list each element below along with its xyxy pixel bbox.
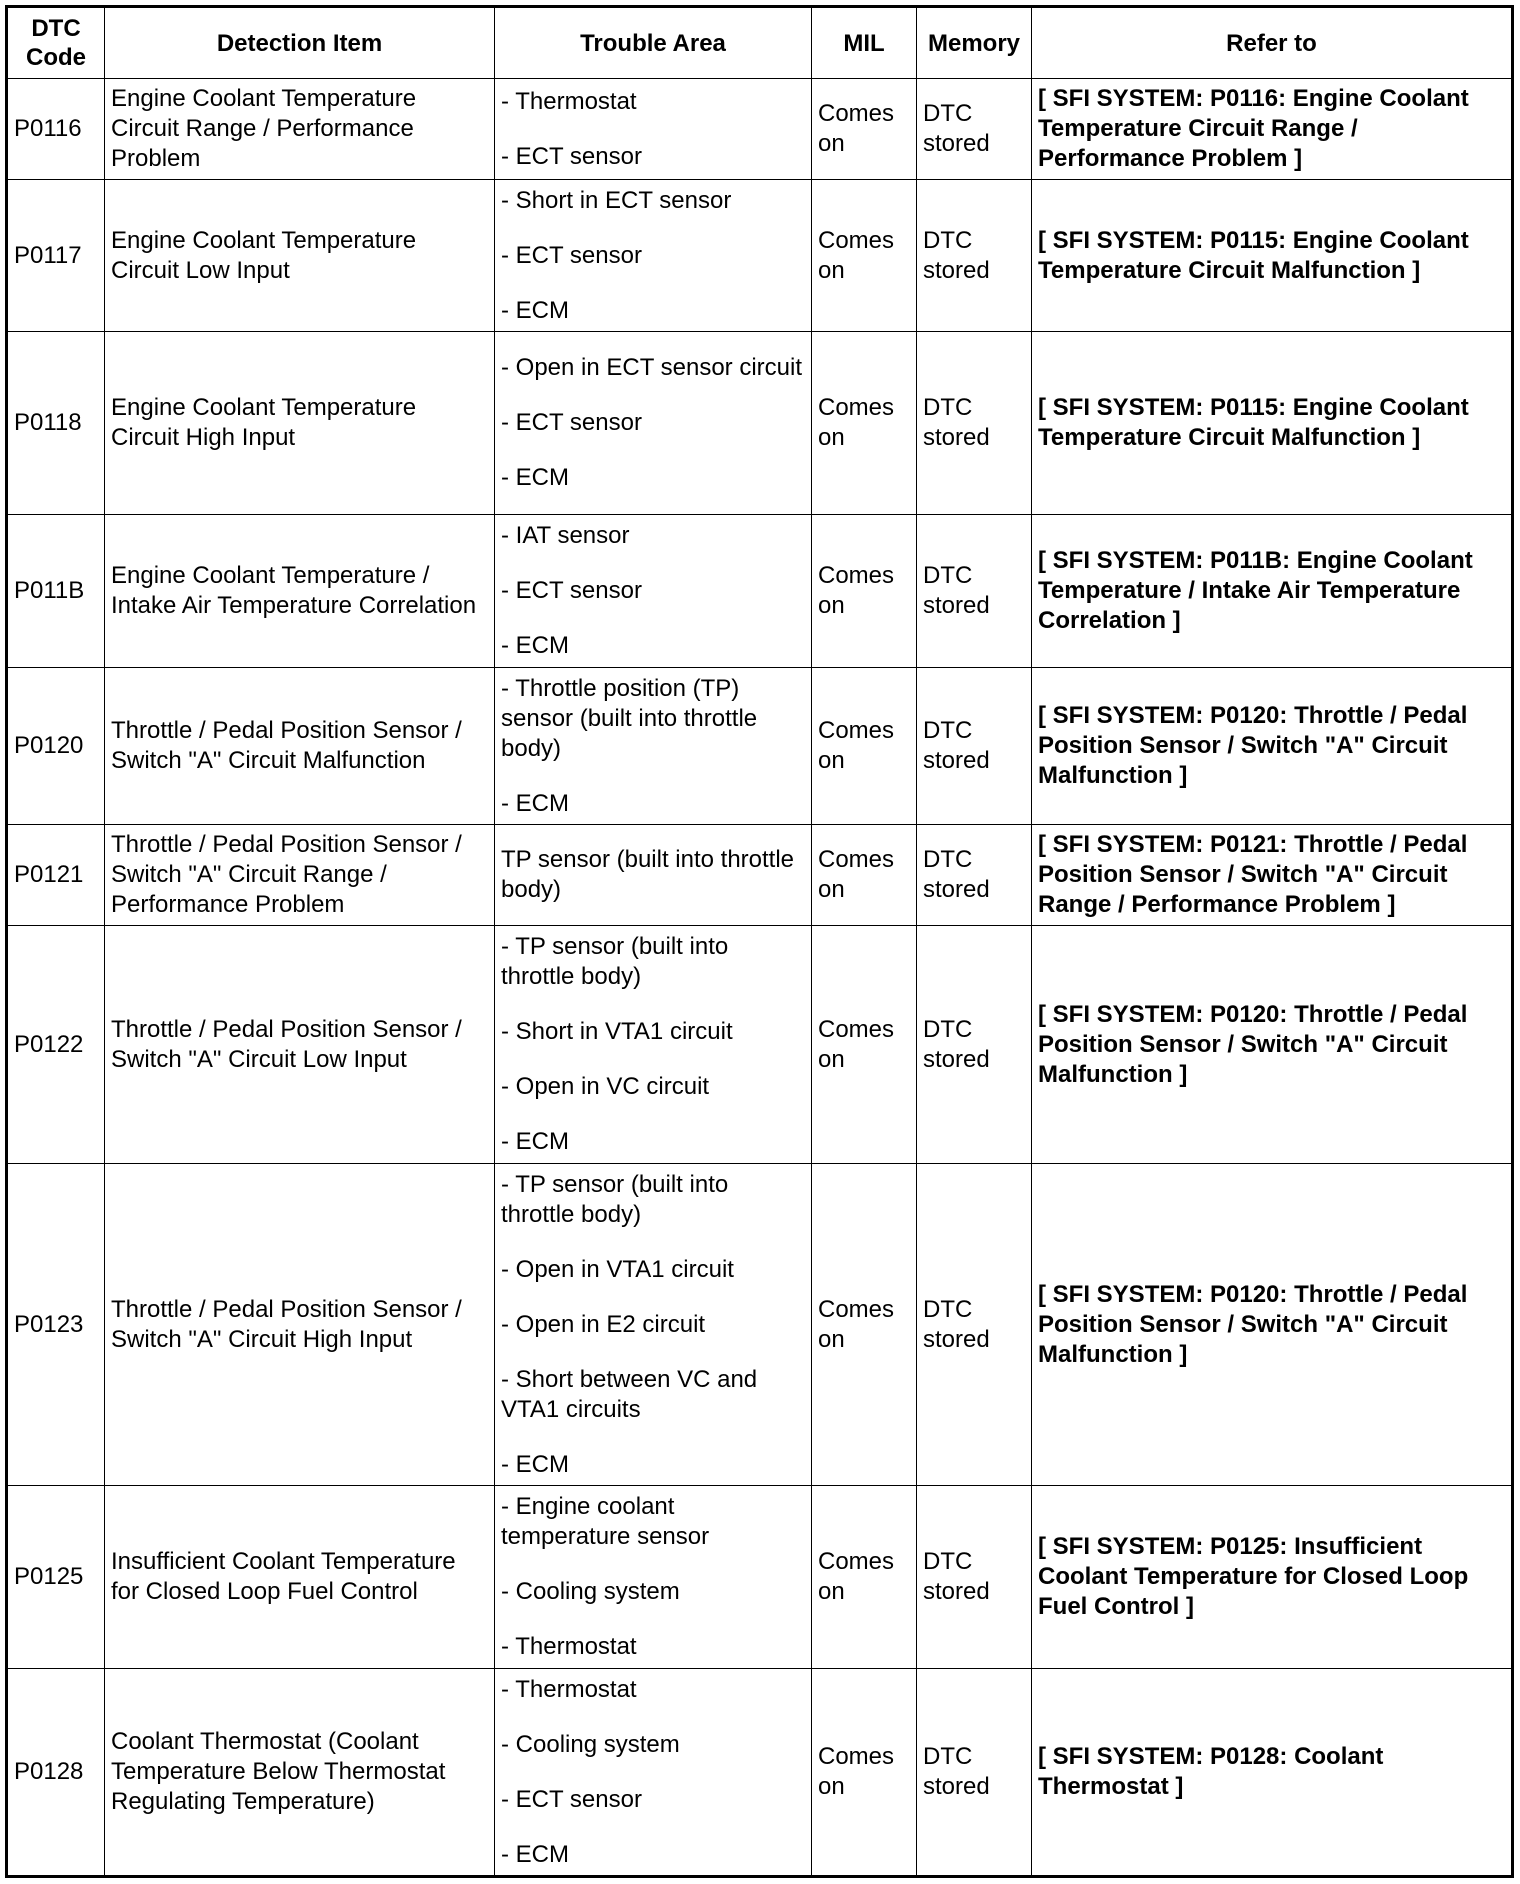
trouble-area-item: - ECT sensor [501, 142, 642, 170]
mil-cell: Comes on [812, 1486, 917, 1669]
trouble-area-item: - ECT sensor [501, 241, 642, 269]
memory-cell: DTC stored [917, 1669, 1032, 1877]
mil-cell: Comes on [812, 926, 917, 1164]
header-detection-item: Detection Item [105, 7, 495, 79]
trouble-area-cell [495, 515, 812, 668]
refer-to-cell: [ SFI SYSTEM: P0120: Throttle / Pedal Position Sensor / Switch "A" Circuit Malfunction ] [1032, 1164, 1513, 1486]
trouble-area-item: - ECT sensor [501, 577, 642, 604]
mil-cell: Comes on [812, 332, 917, 515]
trouble-area-cell [495, 1164, 812, 1486]
header-memory: Memory [917, 7, 1032, 79]
refer-to-cell: [ SFI SYSTEM: P011B: Engine Coolant Temperature / Intake Air Temperature Correlation ] [1032, 515, 1513, 668]
mil-cell: Comes on [812, 79, 917, 180]
dtc-code-cell: P0118 [7, 332, 105, 515]
trouble-area-cell [495, 1486, 812, 1669]
trouble-area-item: - Thermostat [501, 1633, 637, 1660]
dtc-code-cell: P0125 [7, 1486, 105, 1669]
detection-item-cell: Throttle / Pedal Position Sensor / Switch "A" Circuit Malfunction [105, 668, 495, 825]
trouble-area-item: - Short in ECT sensor [501, 186, 732, 214]
trouble-area-item: - ECM [501, 789, 569, 817]
refer-to-cell: [ SFI SYSTEM: P0128: Coolant Thermostat ] [1032, 1669, 1513, 1877]
trouble-area-item: - Open in VTA1 circuit [501, 1255, 734, 1283]
memory-cell: DTC stored [917, 926, 1032, 1164]
header-mil: MIL [812, 7, 917, 79]
detection-item-cell: Throttle / Pedal Position Sensor / Switch "A" Circuit Low Input [105, 926, 495, 1164]
trouble-area-cell [495, 825, 812, 926]
trouble-area-item: - Short in VTA1 circuit [501, 1018, 733, 1045]
table-row [7, 332, 1513, 515]
trouble-area-item: - ECM [501, 1450, 569, 1478]
dtc-code-cell: P011B [7, 515, 105, 668]
dtc-code-cell: P0116 [7, 79, 105, 180]
trouble-area-item: - ECM [501, 632, 569, 659]
memory-cell: DTC stored [917, 180, 1032, 332]
trouble-area-item: - ECM [501, 1128, 569, 1155]
detection-item-cell: Throttle / Pedal Position Sensor / Switch "A" Circuit Range / Performance Problem [105, 825, 495, 926]
memory-cell: DTC stored [917, 79, 1032, 180]
detection-item-cell: Engine Coolant Temperature Circuit High Input [105, 332, 495, 515]
trouble-area-item: - Cooling system [501, 1578, 680, 1605]
mil-cell: Comes on [812, 515, 917, 668]
dtc-code-cell: P0117 [7, 180, 105, 332]
header-refer-to: Refer to [1032, 7, 1513, 79]
trouble-area-item: - ECM [501, 296, 569, 324]
refer-to-cell: [ SFI SYSTEM: P0116: Engine Coolant Temperature Circuit Range / Performance Problem ] [1032, 79, 1513, 180]
refer-to-cell: [ SFI SYSTEM: P0115: Engine Coolant Temperature Circuit Malfunction ] [1032, 332, 1513, 515]
table-row [7, 1669, 1513, 1877]
table-row [7, 926, 1513, 1164]
trouble-area-item: - ECM [501, 464, 569, 491]
refer-to-cell: [ SFI SYSTEM: P0120: Throttle / Pedal Position Sensor / Switch "A" Circuit Malfunction ] [1032, 926, 1513, 1164]
detection-item-cell: Engine Coolant Temperature / Intake Air Temperature Correlation [105, 515, 495, 668]
table-row [7, 79, 1513, 180]
table-row [7, 1164, 1513, 1486]
trouble-area-item: - Open in VC circuit [501, 1073, 710, 1100]
table-row [7, 825, 1513, 926]
detection-item-cell: Throttle / Pedal Position Sensor / Switch "A" Circuit High Input [105, 1164, 495, 1486]
detection-item-cell: Engine Coolant Temperature Circuit Range / Performance Problem [105, 79, 495, 180]
dtc-code-cell: P0121 [7, 825, 105, 926]
trouble-area-cell [495, 79, 812, 180]
header-dtc-code: DTC Code [7, 7, 105, 79]
table-header [7, 7, 1513, 79]
mil-cell: Comes on [812, 1164, 917, 1486]
table-row [7, 180, 1513, 332]
trouble-area-item: - ECM [501, 1840, 569, 1868]
memory-cell: DTC stored [917, 1486, 1032, 1669]
table-row [7, 668, 1513, 825]
refer-to-cell: [ SFI SYSTEM: P0120: Throttle / Pedal Position Sensor / Switch "A" Circuit Malfunction ] [1032, 668, 1513, 825]
trouble-area-cell [495, 180, 812, 332]
refer-to-cell: [ SFI SYSTEM: P0121: Throttle / Pedal Position Sensor / Switch "A" Circuit Range / Performance Problem ] [1032, 825, 1513, 926]
dtc-code-cell: P0120 [7, 668, 105, 825]
trouble-area-cell [495, 1669, 812, 1877]
detection-item-cell: Engine Coolant Temperature Circuit Low Input [105, 180, 495, 332]
trouble-area-item: - Thermostat [501, 1675, 637, 1703]
trouble-area-item: - ECT sensor [501, 409, 642, 436]
trouble-area-item: - Throttle position (TP) sensor (built into throttle body) [501, 674, 758, 762]
memory-cell: DTC stored [917, 332, 1032, 515]
table-row [7, 1486, 1513, 1669]
trouble-area-item: - ECT sensor [501, 1785, 642, 1813]
memory-cell: DTC stored [917, 515, 1032, 668]
detection-item-cell: Insufficient Coolant Temperature for Closed Loop Fuel Control [105, 1486, 495, 1669]
table-row [7, 515, 1513, 668]
trouble-area-cell [495, 332, 812, 515]
trouble-area-item: - TP sensor (built into throttle body) [501, 933, 729, 990]
dtc-code-cell: P0128 [7, 1669, 105, 1877]
memory-cell: DTC stored [917, 668, 1032, 825]
trouble-area-item: TP sensor (built into throttle body) [501, 846, 795, 903]
trouble-area-item: - IAT sensor [501, 522, 630, 549]
memory-cell: DTC stored [917, 1164, 1032, 1486]
refer-to-cell: [ SFI SYSTEM: P0125: Insufficient Coolant Temperature for Closed Loop Fuel Control ] [1032, 1486, 1513, 1669]
mil-cell: Comes on [812, 825, 917, 926]
detection-item-cell: Coolant Thermostat (Coolant Temperature Below Thermostat Regulating Temperature) [105, 1669, 495, 1877]
dtc-code-cell: P0122 [7, 926, 105, 1164]
trouble-area-item: - Short between VC and VTA1 circuits [501, 1365, 758, 1423]
mil-cell: Comes on [812, 180, 917, 332]
trouble-area-cell [495, 926, 812, 1164]
trouble-area-cell [495, 668, 812, 825]
trouble-area-item: - Open in E2 circuit [501, 1310, 706, 1338]
memory-cell: DTC stored [917, 825, 1032, 926]
dtc-table [5, 5, 1514, 1878]
mil-cell: Comes on [812, 1669, 917, 1877]
refer-to-cell: [ SFI SYSTEM: P0115: Engine Coolant Temperature Circuit Malfunction ] [1032, 180, 1513, 332]
header-row [7, 7, 1513, 79]
trouble-area-item: - Cooling system [501, 1730, 680, 1758]
dtc-code-cell: P0123 [7, 1164, 105, 1486]
trouble-area-item: - TP sensor (built into throttle body) [501, 1170, 729, 1228]
trouble-area-item: - Open in ECT sensor circuit [501, 354, 802, 381]
trouble-area-item: - Thermostat [501, 87, 637, 115]
mil-cell: Comes on [812, 668, 917, 825]
trouble-area-item: - Engine coolant temperature sensor [501, 1493, 710, 1550]
table-body [7, 79, 1513, 1877]
header-trouble-area: Trouble Area [495, 7, 812, 79]
